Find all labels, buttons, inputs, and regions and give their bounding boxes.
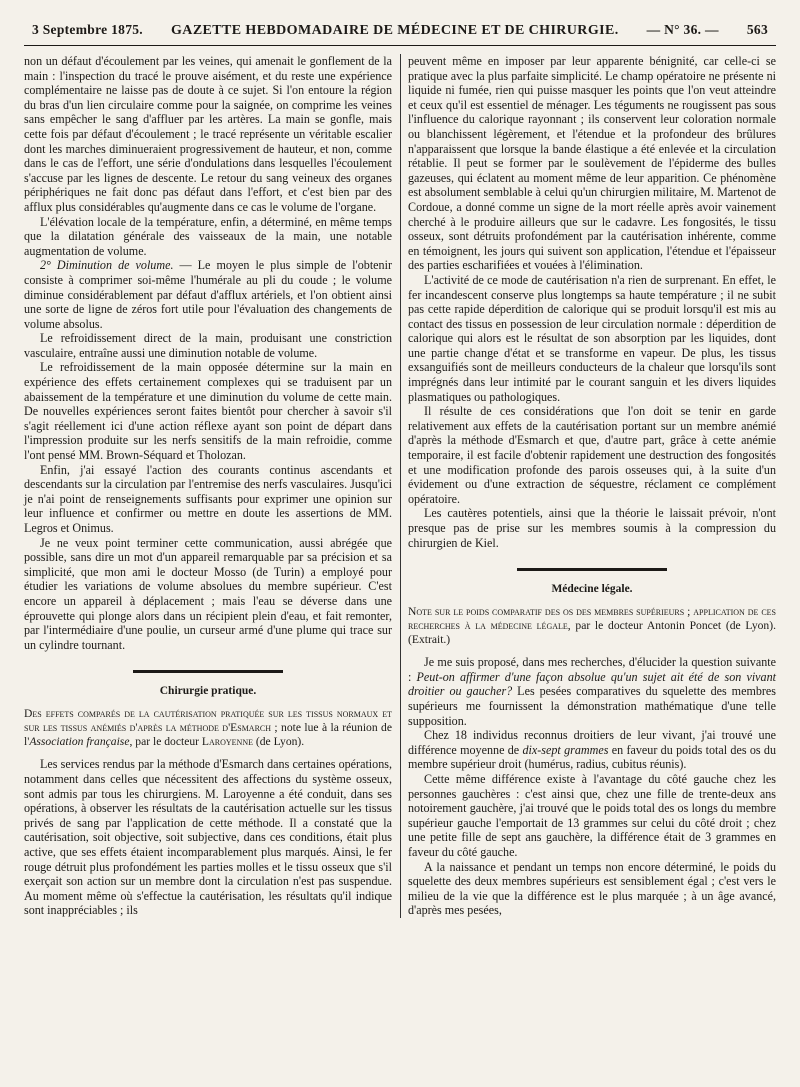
paragraph: 2° Diminution de volume. — Le moyen le plus simple de l'obtenir consiste à comprimer soi-même l'humérale au pli du coude ; le volume diminue considérablement par défaut d'afflux artériels, et l'on obtient ainsi une sorte de ligne de zéros fort utile pour l'évaluation des changements de volume absolus. <box>24 258 392 331</box>
paragraph: Les services rendus par la méthode d'Esmarch dans certaines opérations, notamment dans celles que nécessitent des affections du système osseux, sont admis par tous les chirurgiens. M. Laroyenne a été conduit, dans ses opérations, à observer les résultats de la cautérisation actuelle sur les tissus privés de sang par l'application de cette méthode. Il a constaté que la cautérisation, soit objective, soit subjective, dans ces conditions, était plus active, que ses effets étaient incomparablement plus marqués. Ainsi, le fer rouge détruit plus profondément les parties molles et le tissu osseux que s'il exerçait son action sur un membre dont la circulation n'est pas suspendue. Au moment même où s'effectue la cautérisation, les résultats qu'il indique sont inappréciables ; ils <box>24 757 392 918</box>
paragraph: peuvent même en imposer par leur apparente bénignité, car celle-ci se pratique avec la plus parfaite simplicité. Le champ opératoire ne présente ni liquide ni fumée, rien qui puisse masquer les points que l'on veut atteindre et ceux qu'il est essentiel de ménager. Les téguments ne rougissent pas sous l'influence du calorique rayonnant ; ils conservent leur coloration normale ou blanchissent légèrement, et l'étendue et la profondeur des brûlures n'apparaissent que lorsque la bande élastique a été enlevée et la circulation rétablie. Il peut se former par le soulèvement de l'épiderme des bulles gazeuses, qui éclatent au moment même de leur apparition. Ce phénomène est absolument semblable à celui qu'un chirurgien militaire, M. Martenot de Cordoue, a donné comme un signe de la mort réelle après avoir vainement cherché à le produire ailleurs que sur le cadavre. Les fongosités, le tissu osseux, sont détruits profondément par la cautérisation inhérente, comme en témoignent, les jours qui suivent son application, l'étendue et l'épaisseur des parties escharifiées et vouées à l'élimination. <box>408 54 776 273</box>
paragraph: Enfin, j'ai essayé l'action des courants continus ascendants et descendants sur la circulation par l'entremise des nerfs vasculaires. Jusqu'ici je n'ai point de renseignements suffisants pour exprimer une opinion sur leur influence et confirmer ou mettre en doute les assertions de MM. Legros et Onimus. <box>24 462 392 535</box>
paragraph: L'élévation locale de la température, enfin, a déterminé, en même temps que la dilatation générale des vaisseaux de la main, une notable augmentation de volume. <box>24 214 392 258</box>
issue-number: — N° 36. — <box>646 22 719 37</box>
section-separator <box>133 670 283 673</box>
column-divider <box>400 54 401 918</box>
paragraph: non un défaut d'écoulement par les veines, qui amenait le gonflement de la main : l'inspection du tracé le prouve aisément, et du reste une expérience complémentaire ne laisse pas de doute à ce sujet. Si l'on entoure la région du bras d'un lien circulaire comme pour la saignée, on comprime les veines sans empêcher le sang d'affluer par les artères. La main se gonfle, mais cette fois par défaut d'écoulement ; le tracé représente un véritable escalier dont les marches diminueraient progressivement de hauteur, et non, comme dans le cas de l'effort, une série d'ondulations dans lesquelles l'écoulement s'accuse par les lignes de descente. Le retour du sang veineux des organes périphériques ne fait donc pas défaut dans l'effort, et c'est bien par des afflux plus considérables qu'augmente dans ce cas le volume de l'organe. <box>24 54 392 214</box>
section-title: Chirurgie pratique. <box>159 685 257 698</box>
paragraph: Il résulte de ces considérations que l'on doit se tenir en garde relativement aux effets de la cautérisation portant sur un membre anémié d'après la méthode d'Esmarch et que, d'autre part, grâce à cette anémie temporaire, il est facile d'obtenir rapidement une destruction des fongosités et une modification profonde des parois osseuses qui, à la suite d'un évidement ou d'une extraction de séquestre, réclament ce complément opératoire. <box>408 404 776 506</box>
paragraph: Je ne veux point terminer cette communication, aussi abrégée que possible, sans dire un mot d'un appareil remarquable par sa précision et sa simplicité, que mon ami le docteur Mosso (de Turin) a employé pour étudier les variations de volume absolues du membre supérieur. C'est encore un appareil à déplacement ; mais l'eau se déverse dans une éprouvette qui plonge alors dans un récipient plein d'eau, et fait remonter, par l'intermédiaire d'une poulie, un curseur armé d'une plume qui trace sur un cylindre tournant. <box>24 535 392 652</box>
paragraph: A la naissance et pendant un temps non encore déterminé, le poids du squelette des deux membres supérieurs est sensiblement égal ; c'est vers le milieu de la vie que la différence est le plus marquée ; à un âge avancé, d'après mes pesées, <box>408 859 776 918</box>
paragraph: L'activité de ce mode de cautérisation n'a rien de surprenant. En effet, le fer incandescent conserve plus longtemps sa haute température ; il ne subit pas cette rapide déperdition de calorique qui se produit lorsqu'il est mis au contact des tissus en possession de leur circulation normale : déperdition de calorique qui alors est le résultat de son absorption par les liquides, dont une partie change d'état et se transforme en vapeur. De plus, les tissus exsanguifiés sont de meilleurs conducteurs de la chaleur que lorsqu'ils sont imprégnés dans leur intimité par le courant sanguin et les divers liquides plasmatiques ou pathologiques. <box>408 272 776 404</box>
paragraph: Chez 18 individus reconnus droitiers de leur vivant, j'ai trouvé une différence moyenne de dix-sept grammes en faveur du poids total des os du membre supérieur droit (humérus, radius, cubitus réunis). <box>408 728 777 772</box>
running-header <box>24 22 776 46</box>
issue-date: 3 Septembre 1875. <box>32 22 143 37</box>
section-separator <box>517 568 667 571</box>
right-column <box>408 54 776 918</box>
left-column <box>24 54 392 918</box>
journal-title: GAZETTE HEBDOMADAIRE DE MÉDECINE ET DE CHIRURGIE. <box>171 23 619 38</box>
section-title: Médecine légale. <box>551 583 633 596</box>
subheading-italic: 2° Diminution de volume. <box>40 258 174 273</box>
paragraph: Le refroidissement direct de la main, produisant une constriction vasculaire, entraîne aussi une diminution notable de volume. <box>24 331 392 360</box>
article-heading: Des effets comparés de la cautérisation pratiquée sur les tissus normaux et sur les tissus anémiés d'après la méthode d'Esmarch ; note lue à la réunion de l'Association française, par le docteur Laroyenne (de Lyon). <box>24 707 392 749</box>
paragraph: Les cautères potentiels, ainsi que la théorie le laissait prévoir, n'ont presque pas de prise sur les membres soumis à la compression du chirurgien de Kiel. <box>408 506 776 550</box>
two-column-body <box>24 54 776 918</box>
page-number: 563 <box>746 22 768 37</box>
article-heading: Note sur le poids comparatif des os des membres supérieurs ; application de ces recherches à la médecine légale, par le docteur Antonin Poncet (de Lyon). (Extrait.) <box>408 605 776 647</box>
paragraph: Cette même différence existe à l'avantage du côté gauche chez les personnes gauchères : c'est ainsi que, chez une fille de trente-deux ans notoirement gauchère, j'ai trouvé que le poids total des os longs du membre supérieur gauche l'emportait de 13 grammes sur celui du côté droit ; chez une petite fille de sept ans gauchère, la différence était de 3 grammes en faveur du côté gauche. <box>408 771 776 859</box>
paragraph: Le refroidissement de la main opposée détermine sur la main en expérience des effets certainement complexes qui se traduisent par un abaissement de la température et une diminution du volume de cette main. De nouvelles expériences seront faites bientôt pour chercher à savoir s'il s'agit réellement ici d'une action réflexe ayant son point de départ dans l'impression produite sur les nerfs sensitifs de la main refroidie, comme l'ont pensé MM. Brown-Séquard et Tholozan. <box>24 360 392 463</box>
paragraph: Je me suis proposé, dans mes recherches, d'élucider la question suivante : Peut-on affirmer d'une façon absolue qu'un sujet ait été de son vivant droitier ou gaucher? Les pesées comparatives du squelette des membres supérieurs me fournissent la démonstration mathématique d'une telle supposition. <box>408 655 777 728</box>
